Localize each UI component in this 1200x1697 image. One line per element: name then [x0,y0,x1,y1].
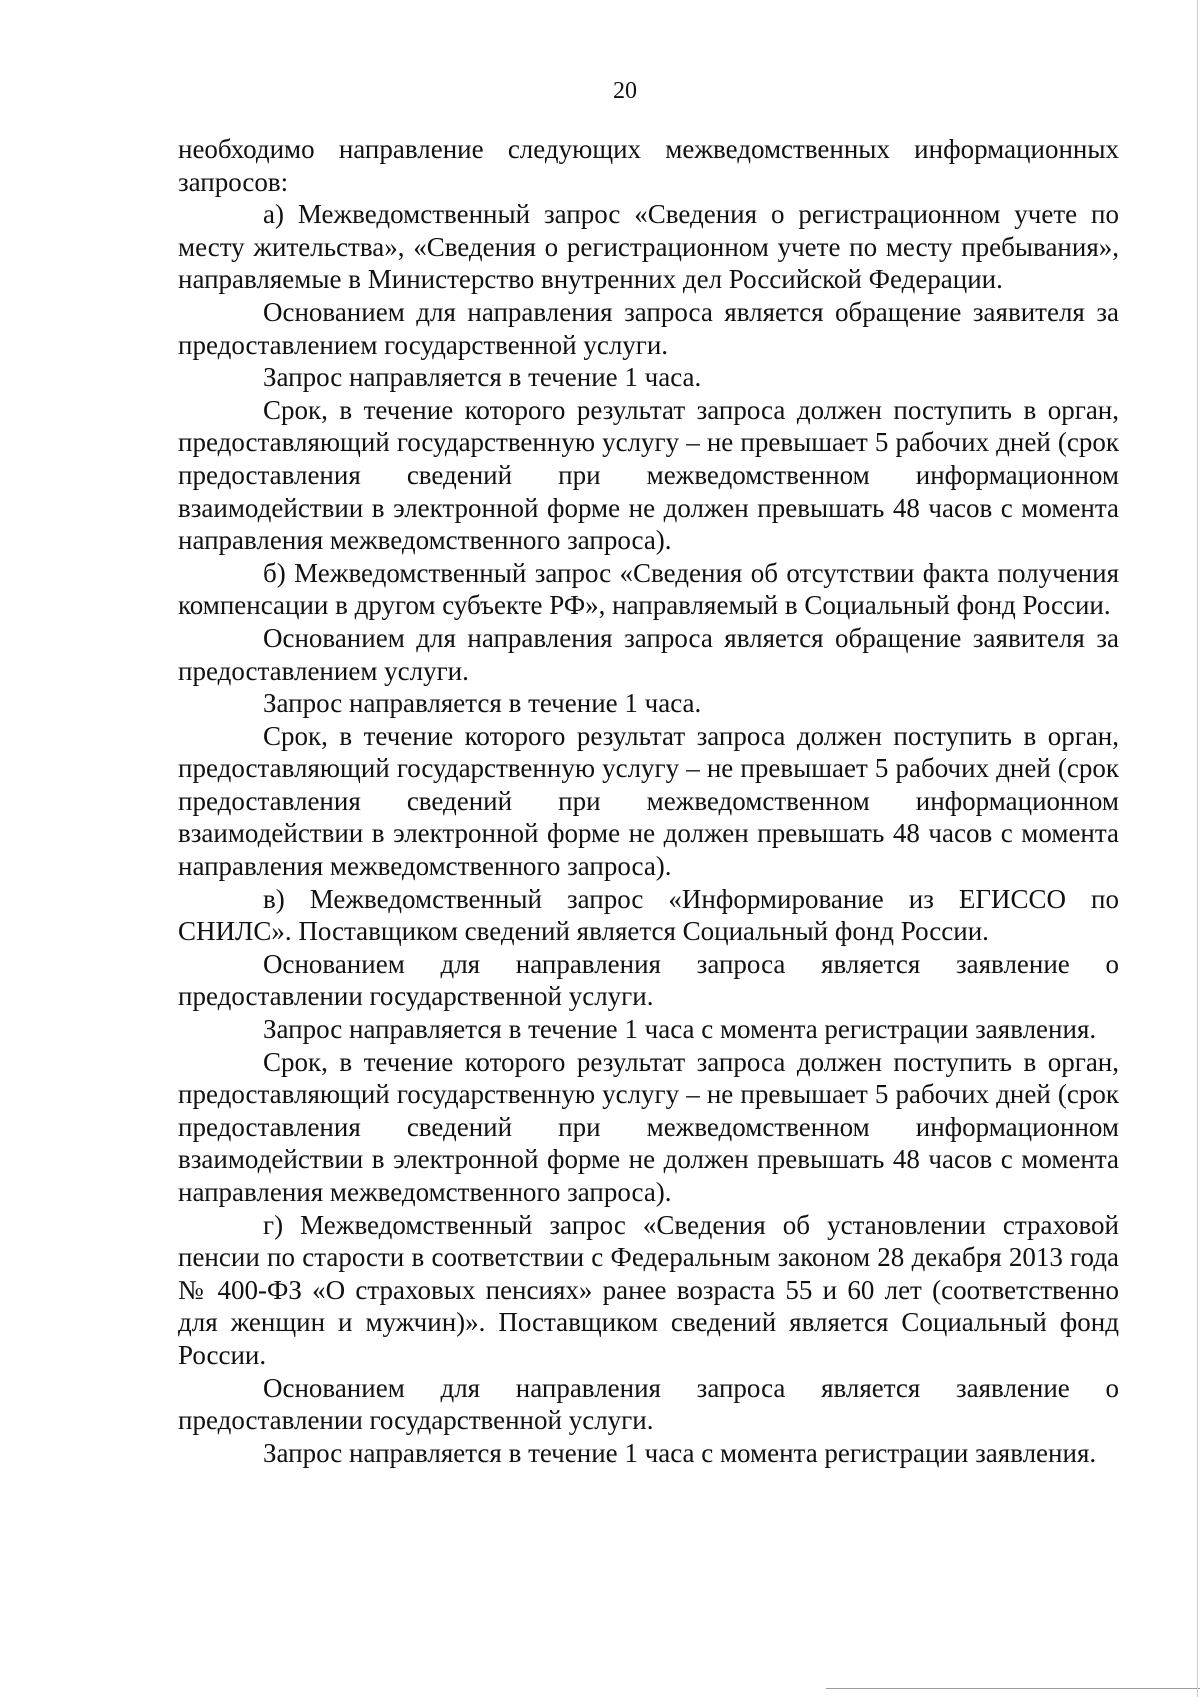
paragraph: Запрос направляется в течение 1 часа. [263,688,702,719]
paragraph-item-b: б) Межведомственный запрос «Сведения об отсутствии факта получения компенсации в другом субъекте РФ», направляемый в Социальный фонд России. [178,557,1119,621]
paragraph: Срок, в течение которого результат запроса должен поступить в орган, предоставляющий государственную услугу – не превышает 5 рабочих дней (срок предоставления сведений при межведомственном информационном взаимодействии в электронной форме не должен превышать 48 часов с момента направления межведомственного запроса). [178,1046,1119,1207]
paragraph: Запрос направляется в течение 1 часа. [263,362,702,393]
paragraph-item-a: а) Межведомственный запрос «Сведения о регистрационном учете по месту жительства», «Сведения о регистрационном учете по месту пребывания», направляемые в Министерство внутренних дел Российской Федерации. [178,199,1119,295]
paragraph-item-g: г) Межведомственный запрос «Сведения об установлении страховой пенсии по старости в соответствии с Федеральным законом 28 декабря 2013 года № 400-ФЗ «О страховых пенсиях» ранее возраста 55 и 60 лет (соответственно для женщин и мужчин)». Поставщиком сведений является Социальный фонд России. [178,1209,1119,1370]
footer-rule [826,1688,1200,1689]
page-edge [1197,0,1198,1697]
paragraph-item-v: в) Межведомственный запрос «Информирование из ЕГИССО по СНИЛС». Поставщиком сведений является Социальный фонд России. [178,883,1119,947]
paragraph: Основанием для направления запроса является заявление о предоставлении государственной услуги. [178,1372,1119,1436]
paragraph: Срок, в течение которого результат запроса должен поступить в орган, предоставляющий государственную услугу – не превышает 5 рабочих дней (срок предоставления сведений при межведомственном информационном взаимодействии в электронной форме не должен превышать 48 часов с момента направления межведомственного запроса). [178,720,1119,882]
paragraph: Основанием для направления запроса является обращение заявителя за предоставлением услуги. [178,622,1119,686]
paragraph: Срок, в течение которого результат запроса должен поступить в орган, предоставляющий государственную услугу – не превышает 5 рабочих дней (срок предоставления сведений при межведомственном информационном взаимодействии в электронной форме не должен превышать 48 часов с момента направления межведомственного запроса). [178,394,1119,556]
document-body [178,133,1119,1469]
page-number: 20 [613,78,637,104]
paragraph-continuation: необходимо направление следующих межведомственных информационных запросов: [178,134,1119,197]
paragraph: Основанием для направления запроса является заявление о предоставлении государственной услуги. [178,948,1119,1012]
paragraph: Основанием для направления запроса является обращение заявителя за предоставлением государственной услуги. [178,296,1119,360]
paragraph: Запрос направляется в течение 1 часа с момента регистрации заявления. [263,1014,1097,1045]
paragraph: Запрос направляется в течение 1 часа с момента регистрации заявления. [263,1437,1097,1468]
